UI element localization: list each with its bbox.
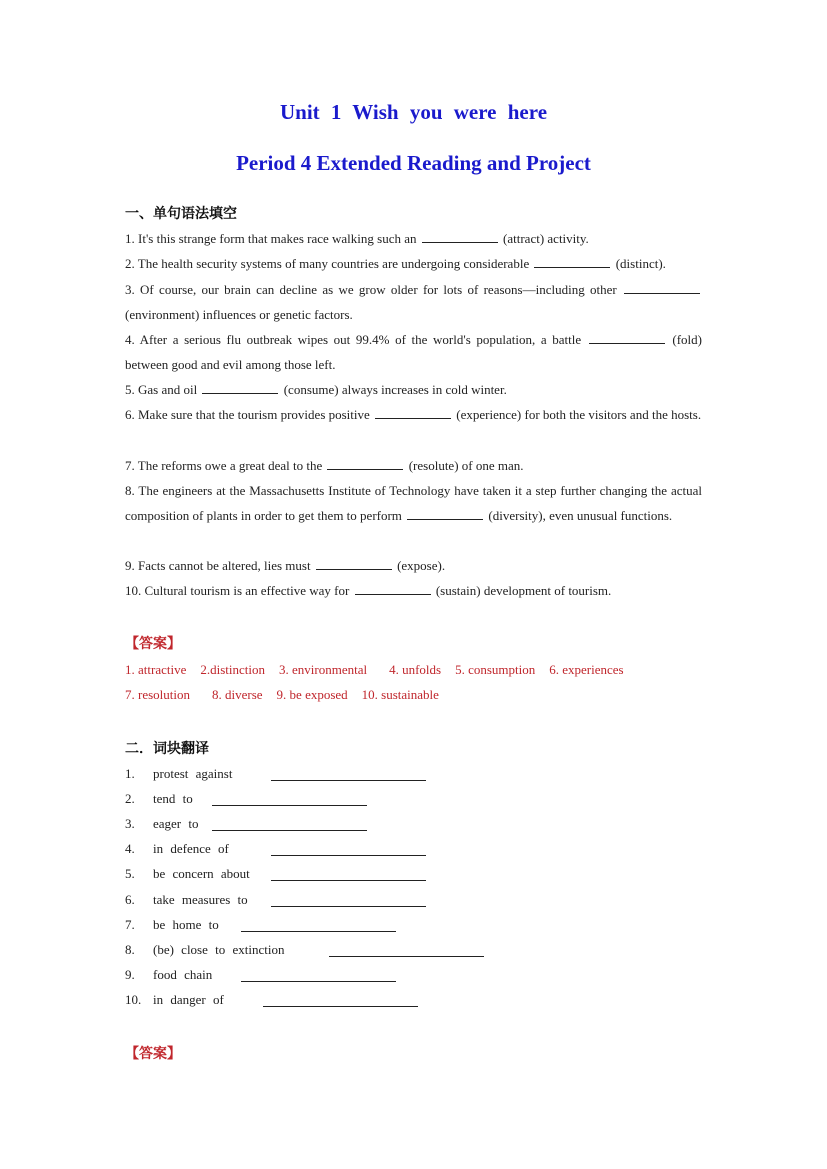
item-number: 1. (125, 766, 135, 781)
question-text: (diversity), even unusual functions. (488, 508, 673, 523)
answer-line (271, 880, 426, 881)
phrase-item (125, 766, 725, 791)
question-text: (sustain) development of tourism. (435, 583, 612, 598)
answer-blank (316, 557, 392, 570)
question-9 (125, 553, 702, 578)
item-number: 4. (125, 841, 135, 856)
question-text: 9. Facts cannot be altered, lies must (125, 558, 311, 573)
phrase: protest against (153, 766, 233, 781)
answer-line (263, 1006, 418, 1007)
answer: 2.distinction (200, 662, 265, 677)
item-number: 2. (125, 791, 135, 806)
phrase: take measures to (153, 892, 248, 907)
item-number: 5. (125, 866, 135, 881)
answer: 10. sustainable (361, 687, 439, 702)
answer-blank (327, 457, 403, 470)
answers-line-2 (125, 687, 453, 703)
phrase-item (125, 917, 725, 942)
phrase: in defence of (153, 841, 229, 856)
item-number: 9. (125, 967, 135, 982)
answer-line (241, 931, 396, 932)
question-6 (125, 402, 702, 427)
question-text: (expose). (397, 558, 446, 573)
phrase: tend to (153, 791, 193, 806)
question-text: (fold) between good and evil among those left. (125, 332, 702, 372)
phrase-item (125, 866, 725, 891)
answer: 4. unfolds (389, 662, 442, 677)
item-number: 7. (125, 917, 135, 932)
answer-blank (407, 507, 483, 520)
answer-blank (624, 281, 700, 294)
question-text: 2. The health security systems of many countries are undergoing considerable (125, 256, 530, 271)
question-3 (125, 277, 702, 327)
answer: 7. resolution (125, 687, 190, 702)
phrase-item (125, 841, 725, 866)
item-number: 3. (125, 816, 135, 831)
period-title: Period 4 Extended Reading and Project (236, 151, 591, 175)
answer: 8. diverse (212, 687, 263, 702)
answer-line (212, 830, 367, 831)
question-text: 4. After a serious flu outbreak wipes out 99.4% of the world's population, a battle (125, 332, 582, 347)
question-text: 10. Cultural tourism is an effective way for (125, 583, 350, 598)
item-number: 8. (125, 942, 135, 957)
question-10 (125, 578, 702, 603)
question-text: (resolute) of one man. (408, 458, 524, 473)
phrase-item (125, 892, 725, 917)
answer-line (271, 780, 426, 781)
question-5 (125, 377, 702, 402)
answer: 1. attractive (125, 662, 187, 677)
question-text: (experience) for both the visitors and the hosts. (456, 407, 702, 422)
answer-blank (589, 331, 665, 344)
question-text: (environment) influences or genetic factors. (125, 307, 353, 322)
unit-title: Unit 1 Wish you were here (279, 100, 548, 124)
answer-line (241, 981, 396, 982)
phrase-item (125, 816, 725, 841)
phrase-item (125, 791, 725, 816)
answer-blank (355, 582, 431, 595)
phrase-item (125, 942, 725, 967)
item-number: 10. (125, 992, 142, 1007)
answer: 9. be exposed (276, 687, 348, 702)
phrase: (be) close to extinction (153, 942, 285, 957)
answer-line (212, 805, 367, 806)
phrase: be home to (153, 917, 219, 932)
answer-line (271, 855, 426, 856)
question-text: 5. Gas and oil (125, 382, 198, 397)
answers-line-1 (125, 662, 638, 678)
phrase: be concern about (153, 866, 250, 881)
answer-heading: 【答案】 (125, 636, 181, 652)
question-text: 8. The engineers at the Massachusetts Institute of Technology have taken it a step further changing the actual composition of plants in order to get them to perform (125, 483, 702, 523)
question-text: 7. The reforms owe a great deal to the (125, 458, 323, 473)
answer-line (271, 906, 426, 907)
phrase: eager to (153, 816, 199, 831)
answer-line (329, 956, 484, 957)
answer: 5. consumption (455, 662, 536, 677)
answer-blank (375, 406, 451, 419)
answer-blank (422, 230, 498, 243)
question-8 (125, 478, 702, 528)
question-text: (consume) always increases in cold winter. (283, 382, 507, 397)
question-text: (attract) activity. (503, 231, 589, 246)
question-text: 3. Of course, our brain can decline as we grow older for lots of reasons—including other (125, 282, 617, 297)
question-text: (distinct). (615, 256, 666, 271)
phrase: food chain (153, 967, 213, 982)
question-7 (125, 453, 702, 478)
phrase: in danger of (153, 992, 224, 1007)
question-text: 6. Make sure that the tourism provides positive (125, 407, 370, 422)
answer-blank (202, 381, 278, 394)
question-text: 1. It's this strange form that makes race walking such an (125, 231, 417, 246)
question-2 (125, 251, 702, 276)
item-number: 6. (125, 892, 135, 907)
question-1 (125, 226, 702, 251)
answer-heading-2: 【答案】 (125, 1046, 181, 1062)
answer-blank (534, 255, 610, 268)
question-4 (125, 327, 702, 377)
answer: 6. experiences (549, 662, 624, 677)
phrase-item (125, 967, 725, 992)
answer: 3. environmental (279, 662, 368, 677)
section2-heading: 二．词块翻译 (125, 741, 209, 757)
section1-heading: 一、单句语法填空 (125, 206, 237, 222)
phrase-item (125, 992, 725, 1017)
